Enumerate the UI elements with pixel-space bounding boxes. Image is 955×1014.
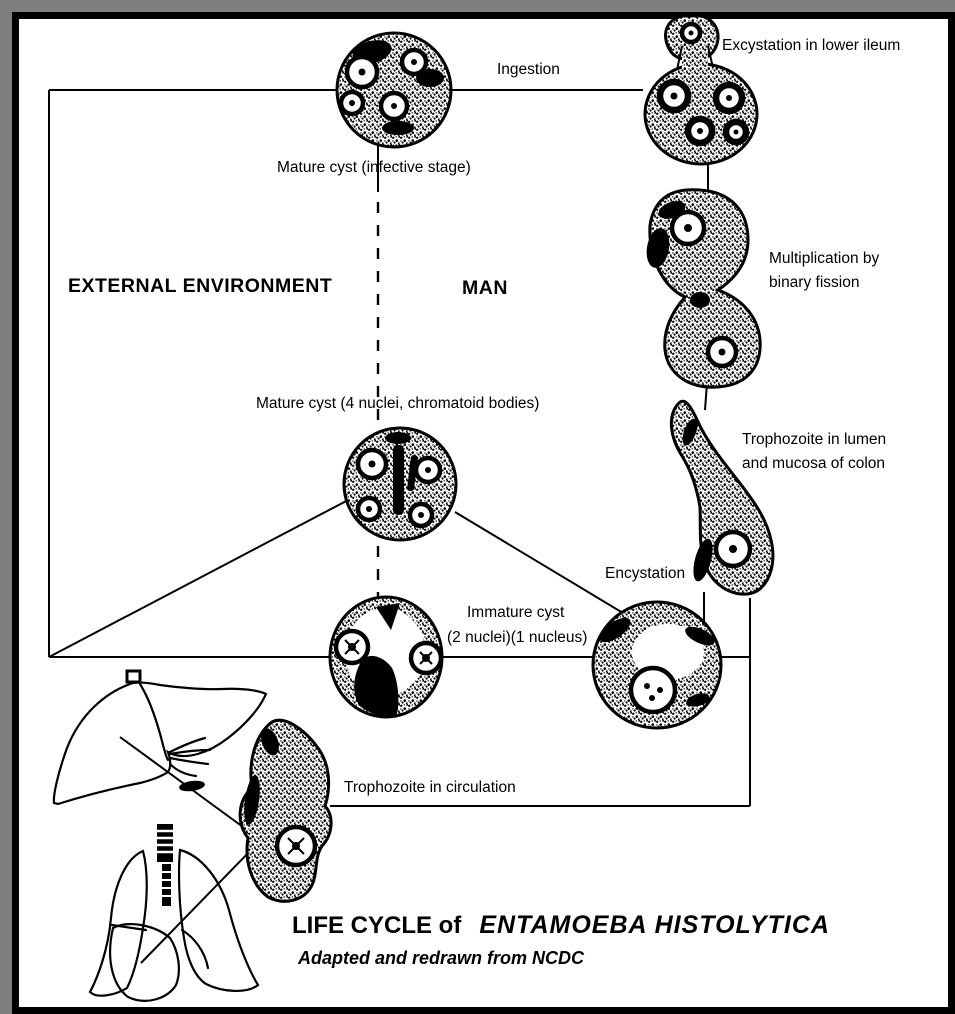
label-immature-cyst-line1: Immature cyst [467,604,565,621]
label-troph-lumen-line2: and mucosa of colon [742,455,886,472]
credit-line: Adapted and redrawn from NCDC [298,948,585,968]
label-multiplication-line1: Multiplication by [769,250,880,267]
region-label-external-environment: EXTERNAL ENVIRONMENT [68,275,333,297]
label-excystation-ileum: Excystation in lower ileum [722,37,901,54]
mature-cyst-4n-illustration [344,428,456,540]
liver-illustration [54,671,266,804]
label-encystation: Encystation [605,565,686,582]
label-multiplication-line2: binary fission [769,274,860,291]
immature-cyst-2n-illustration [330,597,442,717]
immature-cyst-1n-illustration [593,602,721,728]
label-ingestion: Ingestion [497,61,560,78]
label-immature-cyst-line2: (2 nuclei)(1 nucleus) [447,629,588,646]
title-species: ENTAMOEBA HISTOLYTICA [479,911,830,939]
lungs-illustration [90,824,258,1001]
label-troph-circulation: Trophozoite in circulation [344,779,516,796]
label-mature-cyst-4n: Mature cyst (4 nuclei, chromatoid bodies) [256,395,540,412]
binary-fission-illustration [644,190,760,388]
label-mature-cyst-infective: Mature cyst (infective stage) [277,159,471,176]
trophozoite-circulation-illustration [240,720,331,901]
title-prefix: LIFE CYCLE of [292,912,462,939]
diagram-title [292,911,830,940]
region-label-man: MAN [462,277,508,299]
label-troph-lumen-line1: Trophozoite in lumen [742,431,887,448]
mature-cyst-top-illustration [337,33,451,147]
